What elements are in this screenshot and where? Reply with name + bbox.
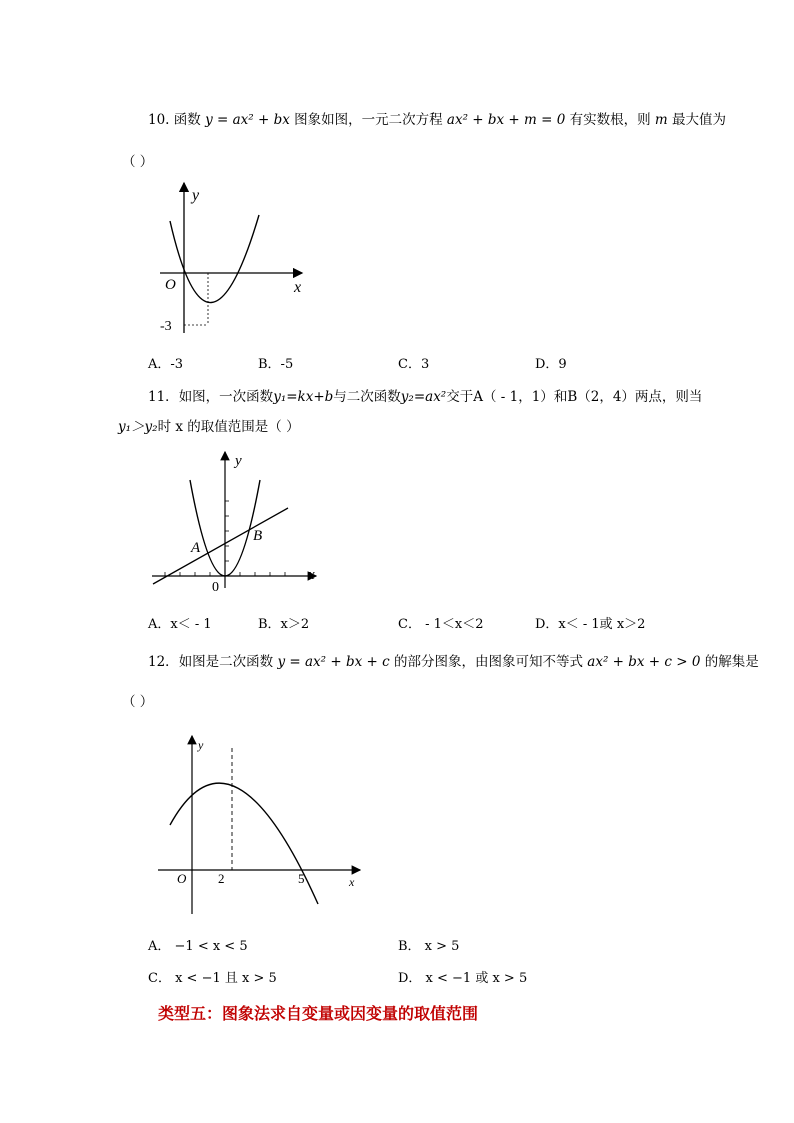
q10-text-3: 有实数根，则 (569, 112, 651, 128)
q10-variable: m (654, 112, 668, 128)
q12-number: 12． (148, 654, 179, 670)
q10-origin-label: O (165, 277, 176, 293)
q11-stem-line2 (118, 415, 300, 435)
q12-text-1: 如图是二次函数 (178, 654, 274, 670)
q11-a-label: A (191, 540, 201, 556)
q11-quadratic-function: y₂=ax² (400, 389, 447, 405)
q11-origin-label: 0 (212, 580, 219, 593)
q11-point-a: A（ - 1，1） (473, 389, 554, 405)
q11-x-label: x (308, 567, 315, 583)
q11-b-label: B (253, 528, 263, 544)
q10-min-label: -3 (160, 319, 172, 334)
q12-answer-paren: （ ） (122, 694, 154, 710)
q10-option-c[interactable]: C．3 (398, 357, 430, 372)
q11-graph (148, 448, 328, 593)
q11-text-3: 交于 (446, 389, 474, 405)
q11-number: 11． (148, 389, 179, 405)
q11-text-4: 和 (553, 389, 568, 405)
q12-origin-label: O (177, 871, 187, 886)
q12-option-b[interactable]: B． x > 5 (398, 939, 460, 954)
q10-graph (140, 175, 320, 335)
q12-x-label: x (349, 875, 355, 889)
q12-option-a[interactable]: A． −1 < x < 5 (148, 939, 248, 954)
q10-option-a[interactable]: A．-3 (148, 357, 184, 372)
q11-linear-function: y₁=kx+b (273, 389, 334, 405)
q10-answer-paren: （ ） (122, 154, 154, 170)
q11-point-b: B（2，4） (567, 389, 635, 405)
q10-option-d[interactable]: D．9 (535, 357, 567, 372)
q12-option-d[interactable]: D． x < −1 或 x > 5 (398, 971, 528, 986)
q11-option-b[interactable]: B．x＞2 (258, 617, 310, 632)
q11-option-c[interactable]: C． - 1＜x＜2 (398, 617, 484, 632)
q12-option-c[interactable]: C． x < −1 且 x > 5 (148, 971, 277, 986)
q12-tick-2: 2 (218, 871, 225, 886)
q10-text-2: 图象如图，一元二次方程 (294, 112, 443, 128)
q11-text-2: 与二次函数 (333, 389, 401, 405)
q10-text-4: 最大值为 (672, 112, 727, 128)
q12-inequality: ax² + bx + c > 0 (587, 654, 701, 670)
q11-y-label: y (235, 453, 242, 469)
q12-text-3: 的解集是 (704, 654, 759, 670)
q10-text-1: 函数 (173, 112, 201, 128)
q11-condition: y₁＞y₂ (118, 419, 158, 435)
q12-text-2: 的部分图象，由图象可知不等式 (393, 654, 583, 670)
q12-stem (148, 650, 759, 670)
q10-x-label: x (294, 279, 302, 296)
q10-number: 10. (148, 112, 170, 128)
q12-y-label: y (198, 738, 204, 752)
q11-option-d[interactable]: D．x＜ - 1或 x＞2 (535, 617, 646, 632)
q11-text-5: 两点，则当 (634, 389, 703, 405)
q10-function: y = ax² + bx (205, 112, 290, 128)
q11-option-a[interactable]: A．x＜ - 1 (148, 617, 212, 632)
q11-text-6: 时 x 的取值范围是（ ） (157, 419, 300, 435)
q10-stem (148, 108, 726, 128)
q11-y-ticks (225, 501, 229, 561)
q10-equation: ax² + bx + m = 0 (446, 112, 566, 128)
q11-text-1: 如图，一次函数 (178, 389, 274, 405)
q12-tick-5: 5 (298, 871, 305, 886)
q12-graph (150, 730, 365, 920)
q10-option-b[interactable]: B．-5 (258, 357, 294, 372)
q11-line (153, 508, 288, 584)
q11-stem-line1 (148, 385, 702, 405)
q10-y-label: y (192, 187, 200, 204)
q12-function: y = ax² + bx + c (277, 654, 390, 670)
section-heading: 类型五：图象法求自变量或因变量的取值范围 (158, 1004, 479, 1023)
